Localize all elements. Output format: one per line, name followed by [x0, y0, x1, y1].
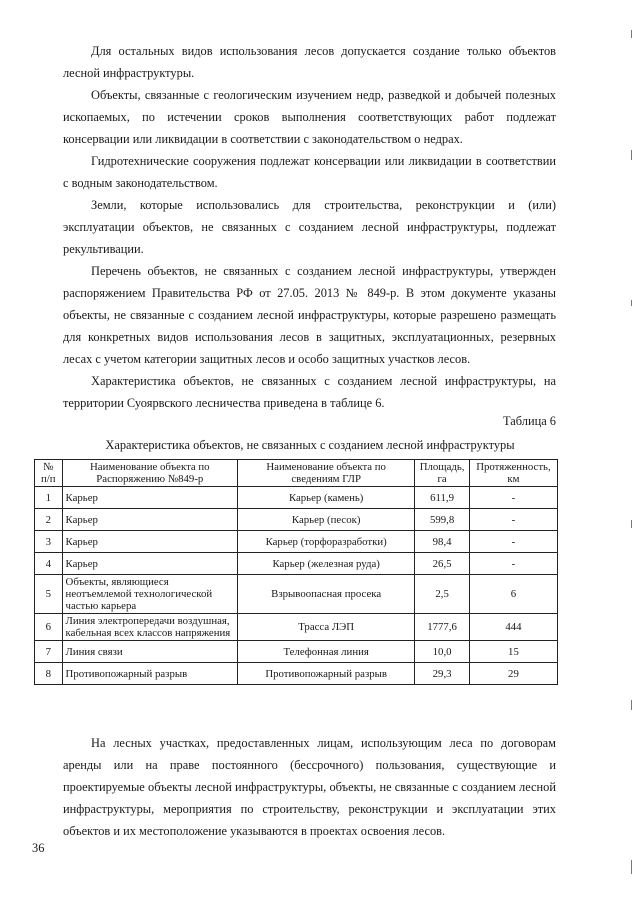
cell-name: Линия связи [62, 641, 238, 663]
scan-mark [631, 300, 632, 306]
header-length: Протяженность, км [469, 460, 557, 487]
objects-table [34, 459, 558, 685]
cell-glr: Карьер (камень) [238, 487, 415, 509]
cell-area: 29,3 [415, 663, 470, 685]
cell-area: 1777,6 [415, 614, 470, 641]
cell-num: 1 [35, 487, 63, 509]
page-number: 36 [32, 841, 45, 855]
cell-area: 2,5 [415, 575, 470, 614]
cell-name: Карьер [62, 509, 238, 531]
cell-length: - [469, 531, 557, 553]
scan-mark [631, 700, 632, 710]
paragraph-5: Перечень объектов, не связанных с созданием лесной инфраструктуры, утвержден распоряжением Правительства РФ от 27.05. 2013 № 849-р. В этом документе указаны объекты, не связанные с созданием лесной инфраструктуры, которые разрешено размещать для конкретных видов использования лесов в защитных, эксплуатационных, резервных лесах с учетом категории защитных лесов и особо защитных участков лесов. [63, 264, 556, 366]
cell-num: 6 [35, 614, 63, 641]
cell-name: Противопожарный разрыв [62, 663, 238, 685]
table-row [35, 509, 558, 531]
cell-name: Линия электропередачи воздушная, кабельная всех классов напряжения [62, 614, 238, 641]
cell-num: 3 [35, 531, 63, 553]
cell-length: - [469, 509, 557, 531]
table-header-row [35, 460, 558, 487]
scan-mark [631, 150, 632, 160]
cell-name: Объекты, являющиеся неотъемлемой технологической частью карьера [62, 575, 238, 614]
scan-mark [631, 860, 632, 874]
cell-num: 7 [35, 641, 63, 663]
table-row [35, 663, 558, 685]
cell-glr: Телефонная линия [238, 641, 415, 663]
table-row [35, 487, 558, 509]
cell-length: - [469, 553, 557, 575]
cell-glr: Трасса ЛЭП [238, 614, 415, 641]
closing-paragraph: На лесных участках, предоставленных лицам, использующим леса по договорам аренды или на праве постоянного (бессрочного) пользования, существующие и проектируемые объекты лесной инфраструктуры, объекты, не связанные с созданием лесной инфраструктуры, мероприятия по строительству, реконструкции и эксплуатации этих объектов и их местоположение указываются в проектах освоения лесов. [63, 736, 556, 838]
cell-num: 2 [35, 509, 63, 531]
scan-mark [631, 520, 632, 528]
paragraph-1: Для остальных видов использования лесов допускается создание только объектов лесной инфраструктуры. [63, 44, 556, 80]
cell-glr: Карьер (песок) [238, 509, 415, 531]
cell-glr: Взрывоопасная просека [238, 575, 415, 614]
cell-name: Карьер [62, 553, 238, 575]
table-row [35, 575, 558, 614]
cell-area: 98,4 [415, 531, 470, 553]
cell-num: 5 [35, 575, 63, 614]
table-row [35, 531, 558, 553]
scan-mark [631, 30, 632, 38]
cell-length: 29 [469, 663, 557, 685]
cell-area: 26,5 [415, 553, 470, 575]
header-area: Площадь, га [415, 460, 470, 487]
cell-num: 4 [35, 553, 63, 575]
paragraph-4: Земли, которые использовались для строительства, реконструкции и (или) эксплуатации объектов, не связанных с созданием лесной инфраструктуры, подлежат рекультивации. [63, 198, 556, 256]
cell-glr: Карьер (торфоразработки) [238, 531, 415, 553]
header-glr: Наименование объекта по сведениям ГЛР [238, 460, 415, 487]
cell-length: 15 [469, 641, 557, 663]
cell-length: 6 [469, 575, 557, 614]
table-caption: Характеристика объектов, не связанных с созданием лесной инфраструктуры [105, 438, 515, 452]
table-row [35, 614, 558, 641]
header-num: № п/п [35, 460, 63, 487]
cell-name: Карьер [62, 531, 238, 553]
paragraph-2: Объекты, связанные с геологическим изучением недр, разведкой и добычей полезных ископаемых, по истечении сроков выполнения соответствующих работ подлежат консервации или ликвидации в соответствии с законодательством о недрах. [63, 88, 556, 146]
cell-glr: Карьер (железная руда) [238, 553, 415, 575]
cell-glr: Противопожарный разрыв [238, 663, 415, 685]
paragraph-3: Гидротехнические сооружения подлежат консервации или ликвидации в соответствии с водным законодательством. [63, 154, 556, 190]
cell-length: - [469, 487, 557, 509]
table-row [35, 553, 558, 575]
cell-name: Карьер [62, 487, 238, 509]
table-number-label: Таблица 6 [503, 414, 556, 428]
cell-num: 8 [35, 663, 63, 685]
cell-area: 611,9 [415, 487, 470, 509]
cell-area: 10,0 [415, 641, 470, 663]
paragraph-6: Характеристика объектов, не связанных с созданием лесной инфраструктуры, на территории Суоярвского лесничества приведена в таблице 6. [63, 374, 556, 410]
cell-length: 444 [469, 614, 557, 641]
table-row [35, 641, 558, 663]
cell-area: 599,8 [415, 509, 470, 531]
header-name: Наименование объекта по Распоряжению №849-р [62, 460, 238, 487]
